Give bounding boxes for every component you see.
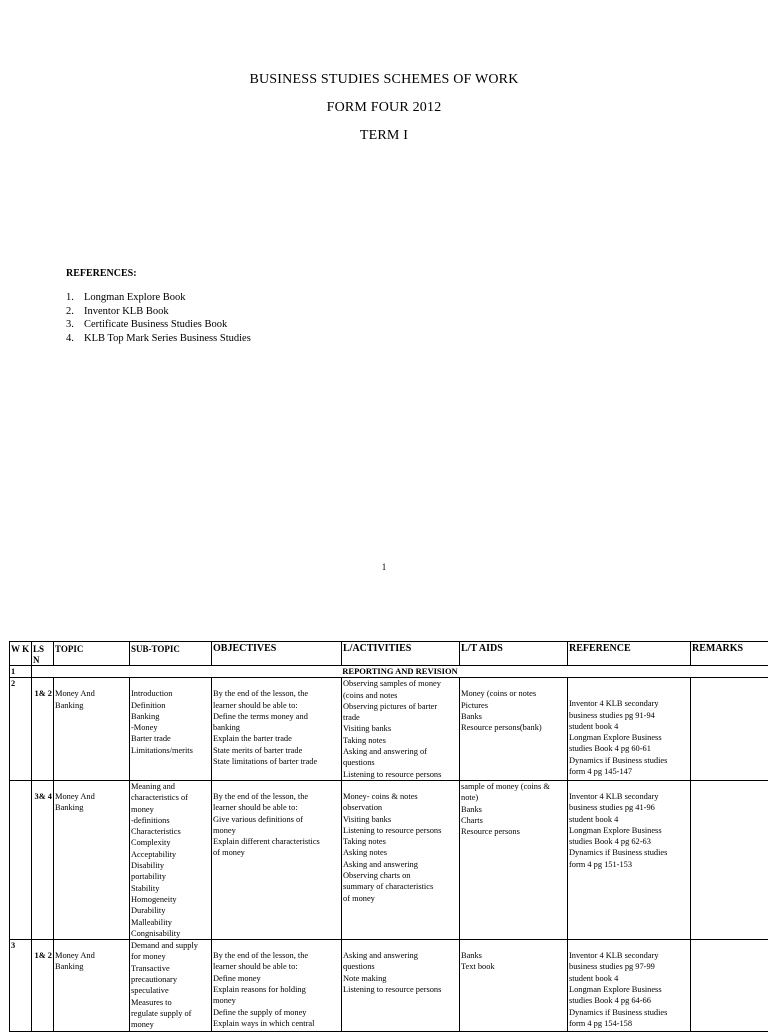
cell-line: Define the terms money and [213, 711, 340, 722]
cell-line: Inventor 4 KLB secondary [569, 950, 689, 961]
cell-line: Observing charts on [343, 870, 458, 881]
term-title: TERM I [0, 128, 768, 144]
cell-line: Resource persons [461, 826, 566, 837]
cell-line: By the end of the lesson, the [213, 791, 340, 802]
week-cell: 3 [10, 940, 32, 1031]
cell-line: of money [343, 893, 458, 904]
cell-line: Demand and supply [131, 940, 210, 951]
cell-line: Visiting banks [343, 723, 458, 734]
references-list [66, 291, 251, 345]
cell-line: Taking notes [343, 836, 458, 847]
week-cell: 2 [10, 678, 32, 781]
table-row [10, 940, 768, 1031]
cell-line: form 4 pg 145-147 [569, 766, 689, 777]
cell-line: Money And [55, 688, 128, 699]
aids-cell [460, 780, 568, 939]
cell-line: Listening to resource persons [343, 769, 458, 780]
remarks-cell [691, 678, 768, 781]
cell-line: (coins and notes [343, 690, 458, 701]
reference-number: 2. [66, 305, 84, 319]
cell-line: Limitations/merits [131, 745, 210, 756]
cell-line: Homogeneity [131, 894, 210, 905]
cell-line: studies Book 4 pg 62-63 [569, 836, 689, 847]
cell-line: Pictures [461, 700, 566, 711]
subtopic-cell [130, 940, 212, 1031]
cell-line: -definitions [131, 815, 210, 826]
header-subtopic: SUB-TOPIC [130, 642, 212, 666]
lesson-cell: 3& 4 [32, 780, 54, 939]
table-header-row [10, 642, 768, 666]
aids-cell [460, 940, 568, 1031]
reference-cell [568, 678, 691, 781]
cell-line: business studies pg 91-94 [569, 710, 689, 721]
cell-line: Longman Explore Business [569, 732, 689, 743]
cell-line: Inventor 4 KLB secondary [569, 698, 689, 709]
aids-cell [460, 678, 568, 781]
cell-line: student book 4 [569, 721, 689, 732]
cell-line: regulate supply of [131, 1008, 210, 1019]
cell-line: Listening to resource persons [343, 825, 458, 836]
cell-line: questions [343, 757, 458, 768]
activities-cell [342, 780, 460, 939]
cell-line: Explain reasons for holding [213, 984, 340, 995]
header-remarks: REMARKS [691, 642, 768, 666]
cell-line: Congnisability [131, 928, 210, 939]
reference-cell [568, 940, 691, 1031]
document-title: BUSINESS STUDIES SCHEMES OF WORK [0, 72, 768, 88]
cell-line: Banks [461, 804, 566, 815]
cell-line: for money [131, 951, 210, 962]
cell-line: Banking [55, 961, 128, 972]
cell-line: learner should be able to: [213, 700, 340, 711]
cell-line: Measures to [131, 997, 210, 1008]
cell-line: -Money [131, 722, 210, 733]
cell-line: business studies pg 97-99 [569, 961, 689, 972]
cell-line: Barter trade [131, 733, 210, 744]
cell-line: Introduction [131, 688, 210, 699]
cell-line: Inventor 4 KLB secondary [569, 791, 689, 802]
scheme-of-work-table [9, 641, 768, 1032]
cell-line: Banks [461, 711, 566, 722]
cell-line: Characteristics [131, 826, 210, 837]
cell-line: student book 4 [569, 814, 689, 825]
table-row [10, 780, 768, 939]
reference-item [66, 318, 251, 332]
cell-line: studies Book 4 pg 64-66 [569, 995, 689, 1006]
lesson-cell: 1& 2 [32, 678, 54, 781]
objectives-cell [212, 940, 342, 1031]
cell-line: questions [343, 961, 458, 972]
cell-line: learner should be able to: [213, 961, 340, 972]
cell-line: learner should be able to: [213, 802, 340, 813]
cell-line: of money [213, 847, 340, 858]
cell-line: Explain ways in which central [213, 1018, 340, 1029]
cell-line: Give various definitions of [213, 814, 340, 825]
cell-line: By the end of the lesson, the [213, 950, 340, 961]
cell-line: money [131, 1019, 210, 1030]
table-row [10, 666, 768, 678]
cell-line: Note making [343, 973, 458, 984]
cell-line: Acceptability [131, 849, 210, 860]
cell-line: State limitations of barter trade [213, 756, 340, 767]
cell-line: Dynamics if Business studies [569, 755, 689, 766]
subtopic-cell [130, 780, 212, 939]
reference-text: Longman Explore Book [84, 291, 185, 305]
reference-text: Inventor KLB Book [84, 305, 169, 319]
reference-number: 3. [66, 318, 84, 332]
cell-line: Money And [55, 950, 128, 961]
topic-cell [54, 780, 130, 939]
cell-line: observation [343, 802, 458, 813]
cell-line: Longman Explore Business [569, 825, 689, 836]
cell-line: summary of characteristics [343, 881, 458, 892]
reference-cell [568, 780, 691, 939]
cell-line: Visiting banks [343, 814, 458, 825]
cell-line: Complexity [131, 837, 210, 848]
cell-line: Explain the barter trade [213, 733, 340, 744]
remarks-cell [691, 780, 768, 939]
header-week: W K [10, 642, 32, 666]
scheme-of-work-table-wrapper [9, 641, 768, 1032]
reference-number: 1. [66, 291, 84, 305]
cell-line: Dynamics if Business studies [569, 847, 689, 858]
cell-line: form 4 pg 154-158 [569, 1018, 689, 1029]
cell-line: Meaning and [131, 781, 210, 792]
cell-line: Asking and answering [343, 859, 458, 870]
cell-line: Disability [131, 860, 210, 871]
page-number: 1 [0, 562, 768, 572]
cell-line: Banking [55, 700, 128, 711]
cell-line: Observing samples of money [343, 678, 458, 689]
week-cell: 1 [10, 666, 32, 678]
cell-line: Definition [131, 700, 210, 711]
reporting-revision-banner: REPORTING AND REVISION [32, 666, 768, 678]
cell-line: Dynamics if Business studies [569, 1007, 689, 1018]
form-year-title: FORM FOUR 2012 [0, 100, 768, 116]
cell-line: Banks [461, 950, 566, 961]
remarks-cell [691, 940, 768, 1031]
cell-line: Transactive [131, 963, 210, 974]
cell-line: form 4 pg 151-153 [569, 859, 689, 870]
cell-line: trade [343, 712, 458, 723]
cell-line: Stability [131, 883, 210, 894]
references-heading: REFERENCES: [66, 268, 137, 279]
cell-line: Banking [55, 802, 128, 813]
cell-line: Resource persons(bank) [461, 722, 566, 733]
cell-line: Listening to resource persons [343, 984, 458, 995]
cell-line: studies Book 4 pg 60-61 [569, 743, 689, 754]
reference-text: KLB Top Mark Series Business Studies [84, 332, 251, 346]
subtopic-cell [130, 678, 212, 781]
cell-line: speculative [131, 985, 210, 996]
lesson-cell: 1& 2 [32, 940, 54, 1031]
cell-line: portability [131, 871, 210, 882]
cell-line: note) [461, 792, 566, 803]
cell-line: money [131, 804, 210, 815]
cell-line: sample of money (coins & [461, 781, 566, 792]
cell-line: banking [213, 722, 340, 733]
cell-line: money [213, 825, 340, 836]
cell-line: Asking and answering [343, 950, 458, 961]
objectives-cell [212, 678, 342, 781]
objectives-cell [212, 780, 342, 939]
cell-line: Asking and answering of [343, 746, 458, 757]
cell-line: business studies pg 41-96 [569, 802, 689, 813]
cell-line: Money- coins & notes [343, 791, 458, 802]
cell-line: Define the supply of money [213, 1007, 340, 1018]
activities-cell [342, 940, 460, 1031]
week-cell [10, 780, 32, 939]
reference-text: Certificate Business Studies Book [84, 318, 227, 332]
reference-item [66, 291, 251, 305]
header-aids: L/T AIDS [460, 642, 568, 666]
cell-line: Asking notes [343, 847, 458, 858]
cell-line: Text book [461, 961, 566, 972]
cell-line: student book 4 [569, 973, 689, 984]
topic-cell [54, 678, 130, 781]
cell-line: Observing pictures of barter [343, 701, 458, 712]
cell-line: Durability [131, 905, 210, 916]
cell-line: By the end of the lesson, the [213, 688, 340, 699]
table-row [10, 678, 768, 781]
header-activities: L/ACTIVITIES [342, 642, 460, 666]
cell-line: Money And [55, 791, 128, 802]
header-objectives: OBJECTIVES [212, 642, 342, 666]
cell-line: Charts [461, 815, 566, 826]
reference-item [66, 332, 251, 346]
topic-cell [54, 940, 130, 1031]
cell-line: Taking notes [343, 735, 458, 746]
header-reference: REFERENCE [568, 642, 691, 666]
cell-line: Banking [131, 711, 210, 722]
cell-line: Define money [213, 973, 340, 984]
cell-line: Longman Explore Business [569, 984, 689, 995]
activities-cell [342, 678, 460, 781]
cell-line: State merits of barter trade [213, 745, 340, 756]
cell-line: money [213, 995, 340, 1006]
header-topic: TOPIC [54, 642, 130, 666]
cell-line: Explain different characteristics [213, 836, 340, 847]
cell-line: Malleability [131, 917, 210, 928]
reference-item [66, 305, 251, 319]
cell-line: Money (coins or notes [461, 688, 566, 699]
reference-number: 4. [66, 332, 84, 346]
cell-line: characteristics of [131, 792, 210, 803]
header-lesson: LS N [32, 642, 54, 666]
cell-line: precautionary [131, 974, 210, 985]
